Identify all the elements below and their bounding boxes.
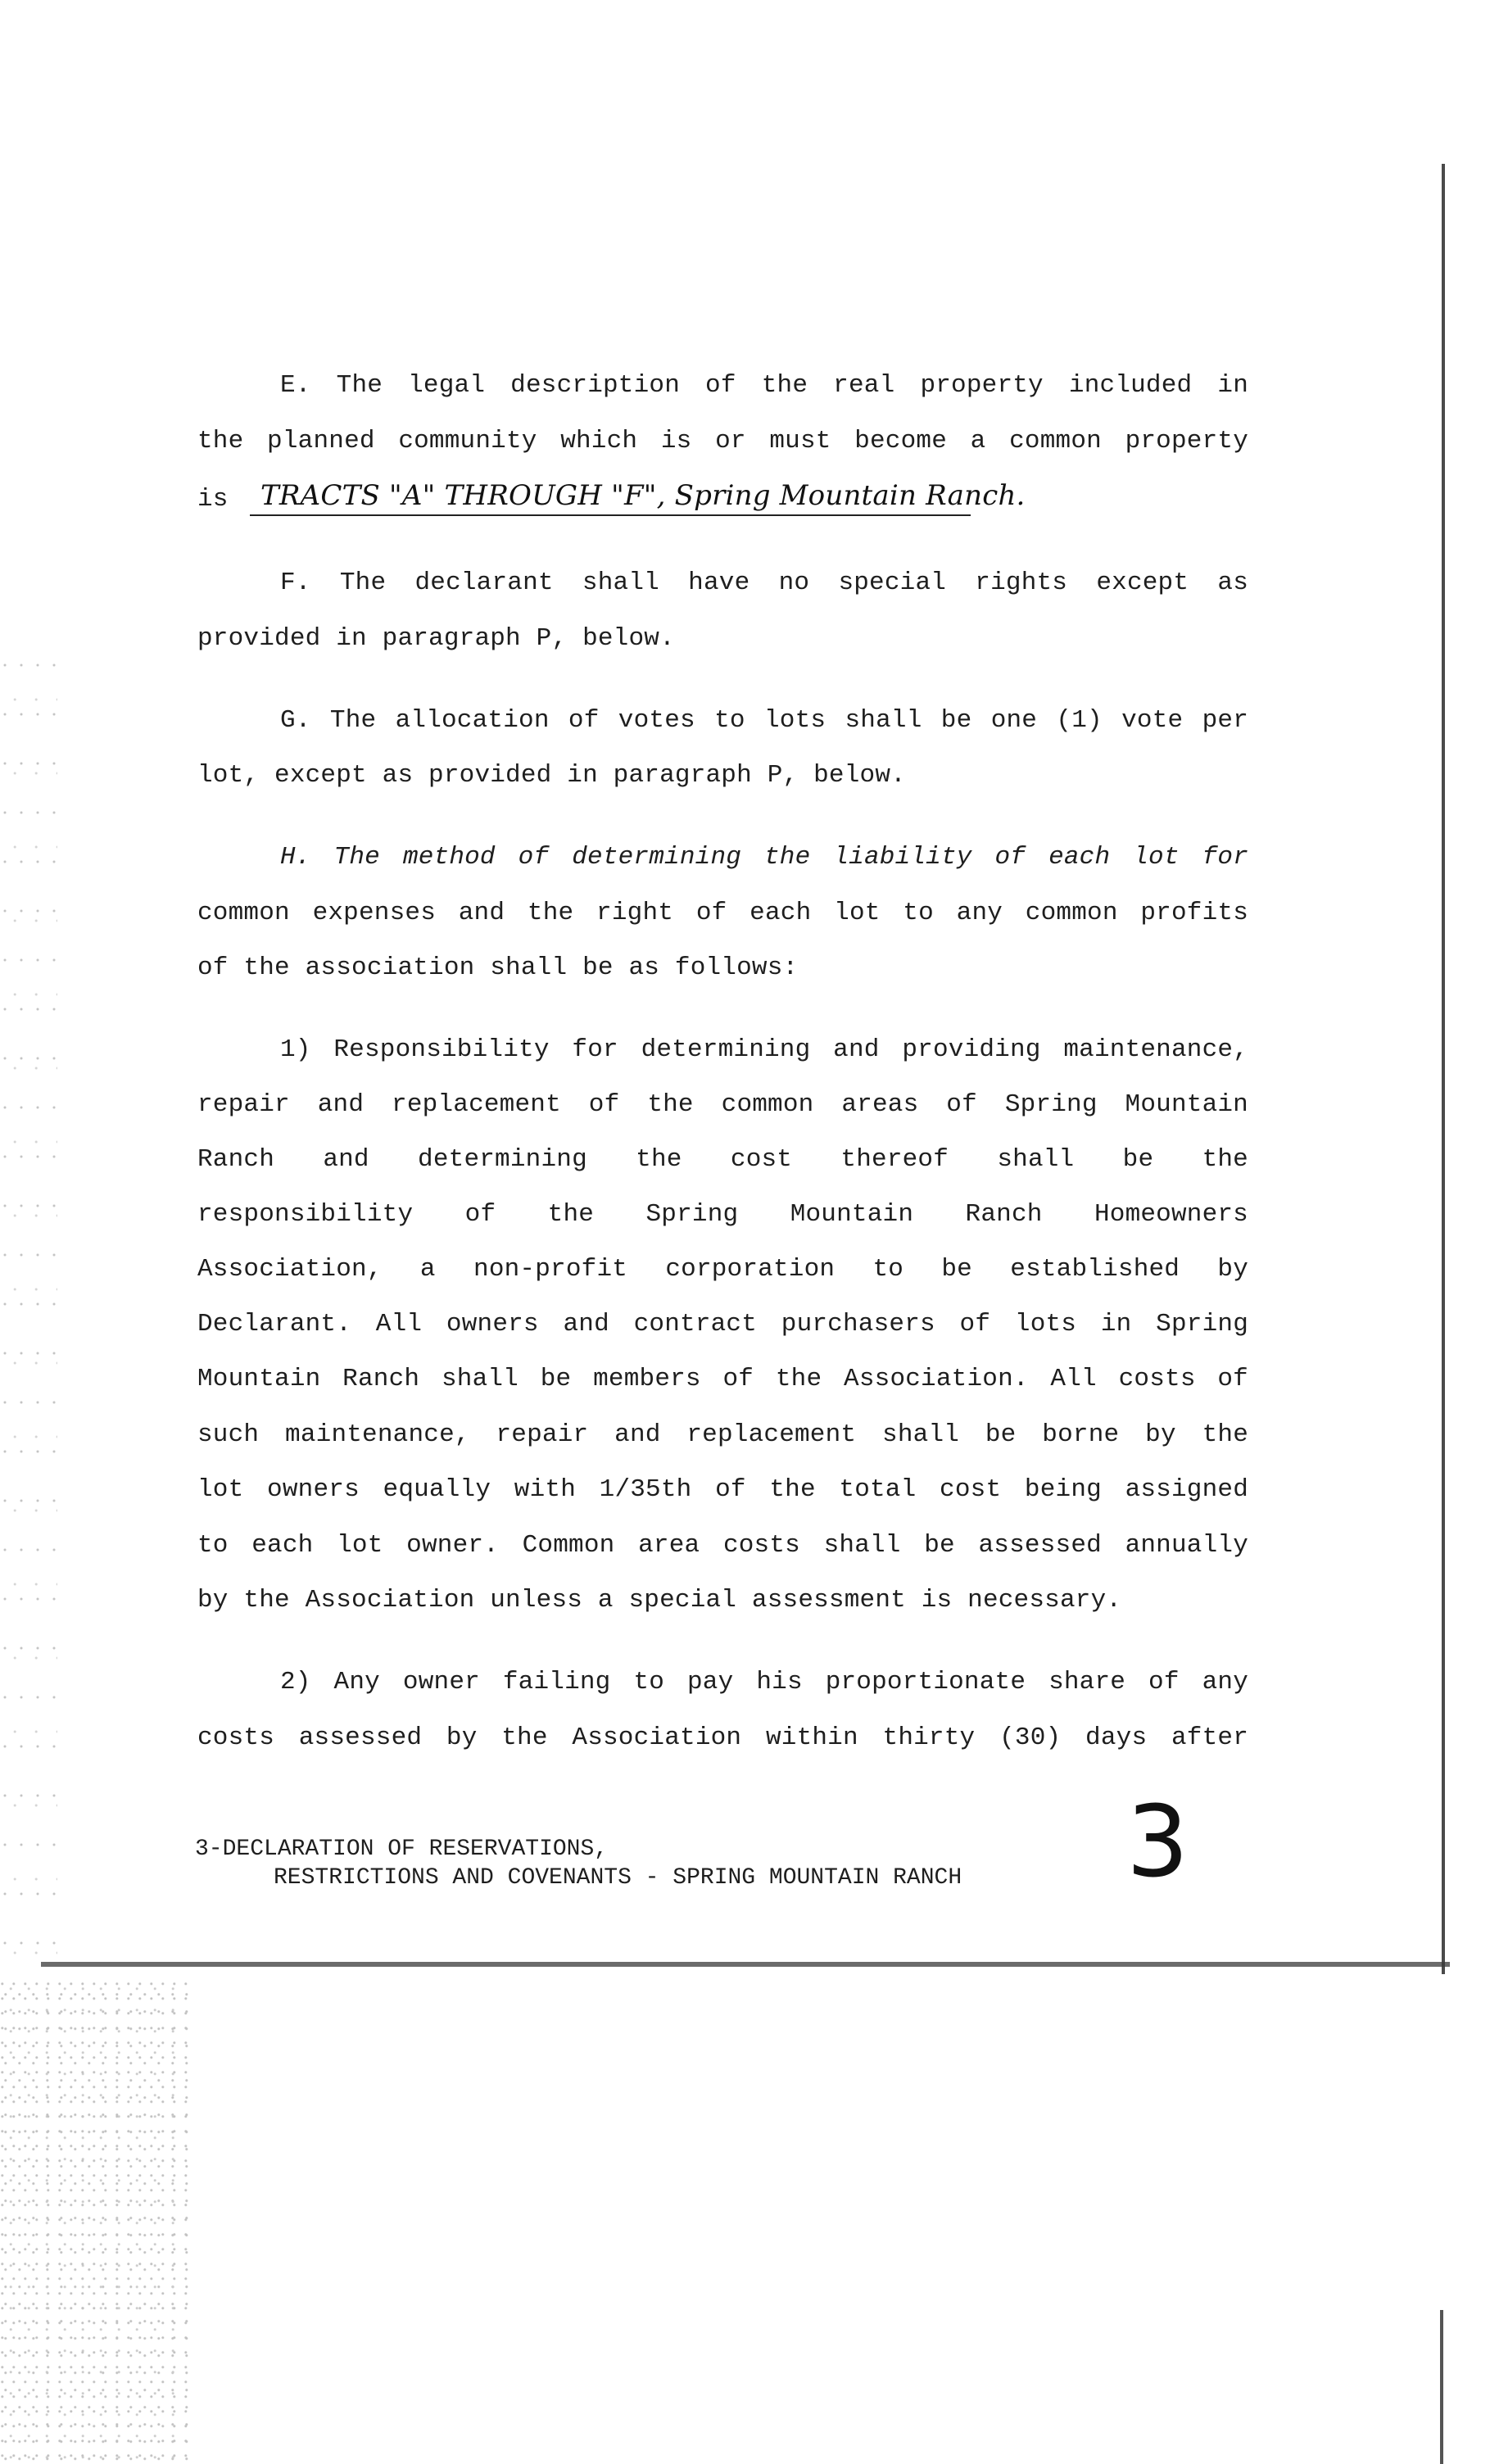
paragraph-e-line-3-prefix: is: [197, 485, 229, 514]
handwritten-underline: [250, 514, 971, 516]
item-1-line-6: Declarant. All owners and contract purchasers of lots in Spring: [197, 1310, 1248, 1338]
paragraph-h-line-1: H. The method of determining the liability of each lot for: [280, 843, 1248, 872]
paragraph-g-line-2: lot, except as provided in paragraph P, below.: [197, 761, 906, 790]
page-bottom-edge: [41, 1962, 1450, 1967]
paragraph-f-line-2: provided in paragraph P, below.: [197, 624, 675, 653]
scan-noise-left: [0, 655, 57, 1966]
scan-noise-bottom-left: [0, 1982, 188, 2464]
item-1-line-2: repair and replacement of the common areas of Spring Mountain: [197, 1090, 1248, 1119]
item-1-line-5: Association, a non-profit corporation to be established by: [197, 1255, 1248, 1284]
item-2-line-2: costs assessed by the Association within thirty (30) days after: [197, 1723, 1248, 1752]
item-1-line-9: lot owners equally with 1/35th of the total cost being assigned: [197, 1475, 1248, 1504]
paragraph-h-line-3: of the association shall be as follows:: [197, 953, 799, 982]
paragraph-h-line-2: common expenses and the right of each lot to any common profits: [197, 899, 1248, 927]
paragraph-e-line-2: the planned community which is or must become a common property: [197, 427, 1248, 455]
paragraph-g-line-1: G. The allocation of votes to lots shall be one (1) vote per: [280, 706, 1248, 735]
item-1-line-8: such maintenance, repair and replacement shall be borne by the: [197, 1420, 1248, 1449]
paragraph-e-line-1: E. The legal description of the real property included in: [280, 371, 1248, 400]
item-1-line-10: to each lot owner. Common area costs shall be assessed annually: [197, 1531, 1248, 1560]
footer-title-line-2: RESTRICTIONS AND COVENANTS - SPRING MOUNTAIN RANCH: [274, 1865, 962, 1891]
item-1-line-7: Mountain Ranch shall be members of the Association. All costs of: [197, 1365, 1248, 1393]
scan-edge-right: [1442, 164, 1445, 1974]
paragraph-f-line-1: F. The declarant shall have no special rights except as: [280, 568, 1248, 597]
handwritten-tract-description: TRACTS "A" THROUGH "F", Spring Mountain Ranch.: [260, 479, 1026, 512]
item-1-line-3: Ranch and determining the cost thereof shall be the: [197, 1145, 1248, 1174]
handwritten-page-number: 3: [1126, 1786, 1189, 1900]
footer-title-line-1: 3-DECLARATION OF RESERVATIONS,: [195, 1837, 609, 1862]
item-1-line-1: 1) Responsibility for determining and providing maintenance,: [280, 1035, 1248, 1064]
item-2-line-1: 2) Any owner failing to pay his proportionate share of any: [280, 1668, 1248, 1696]
scan-edge-right-lower: [1440, 2310, 1443, 2464]
item-1-line-11: by the Association unless a special assessment is necessary.: [197, 1586, 1122, 1615]
item-1-line-4: responsibility of the Spring Mountain Ranch Homeowners: [197, 1200, 1248, 1229]
